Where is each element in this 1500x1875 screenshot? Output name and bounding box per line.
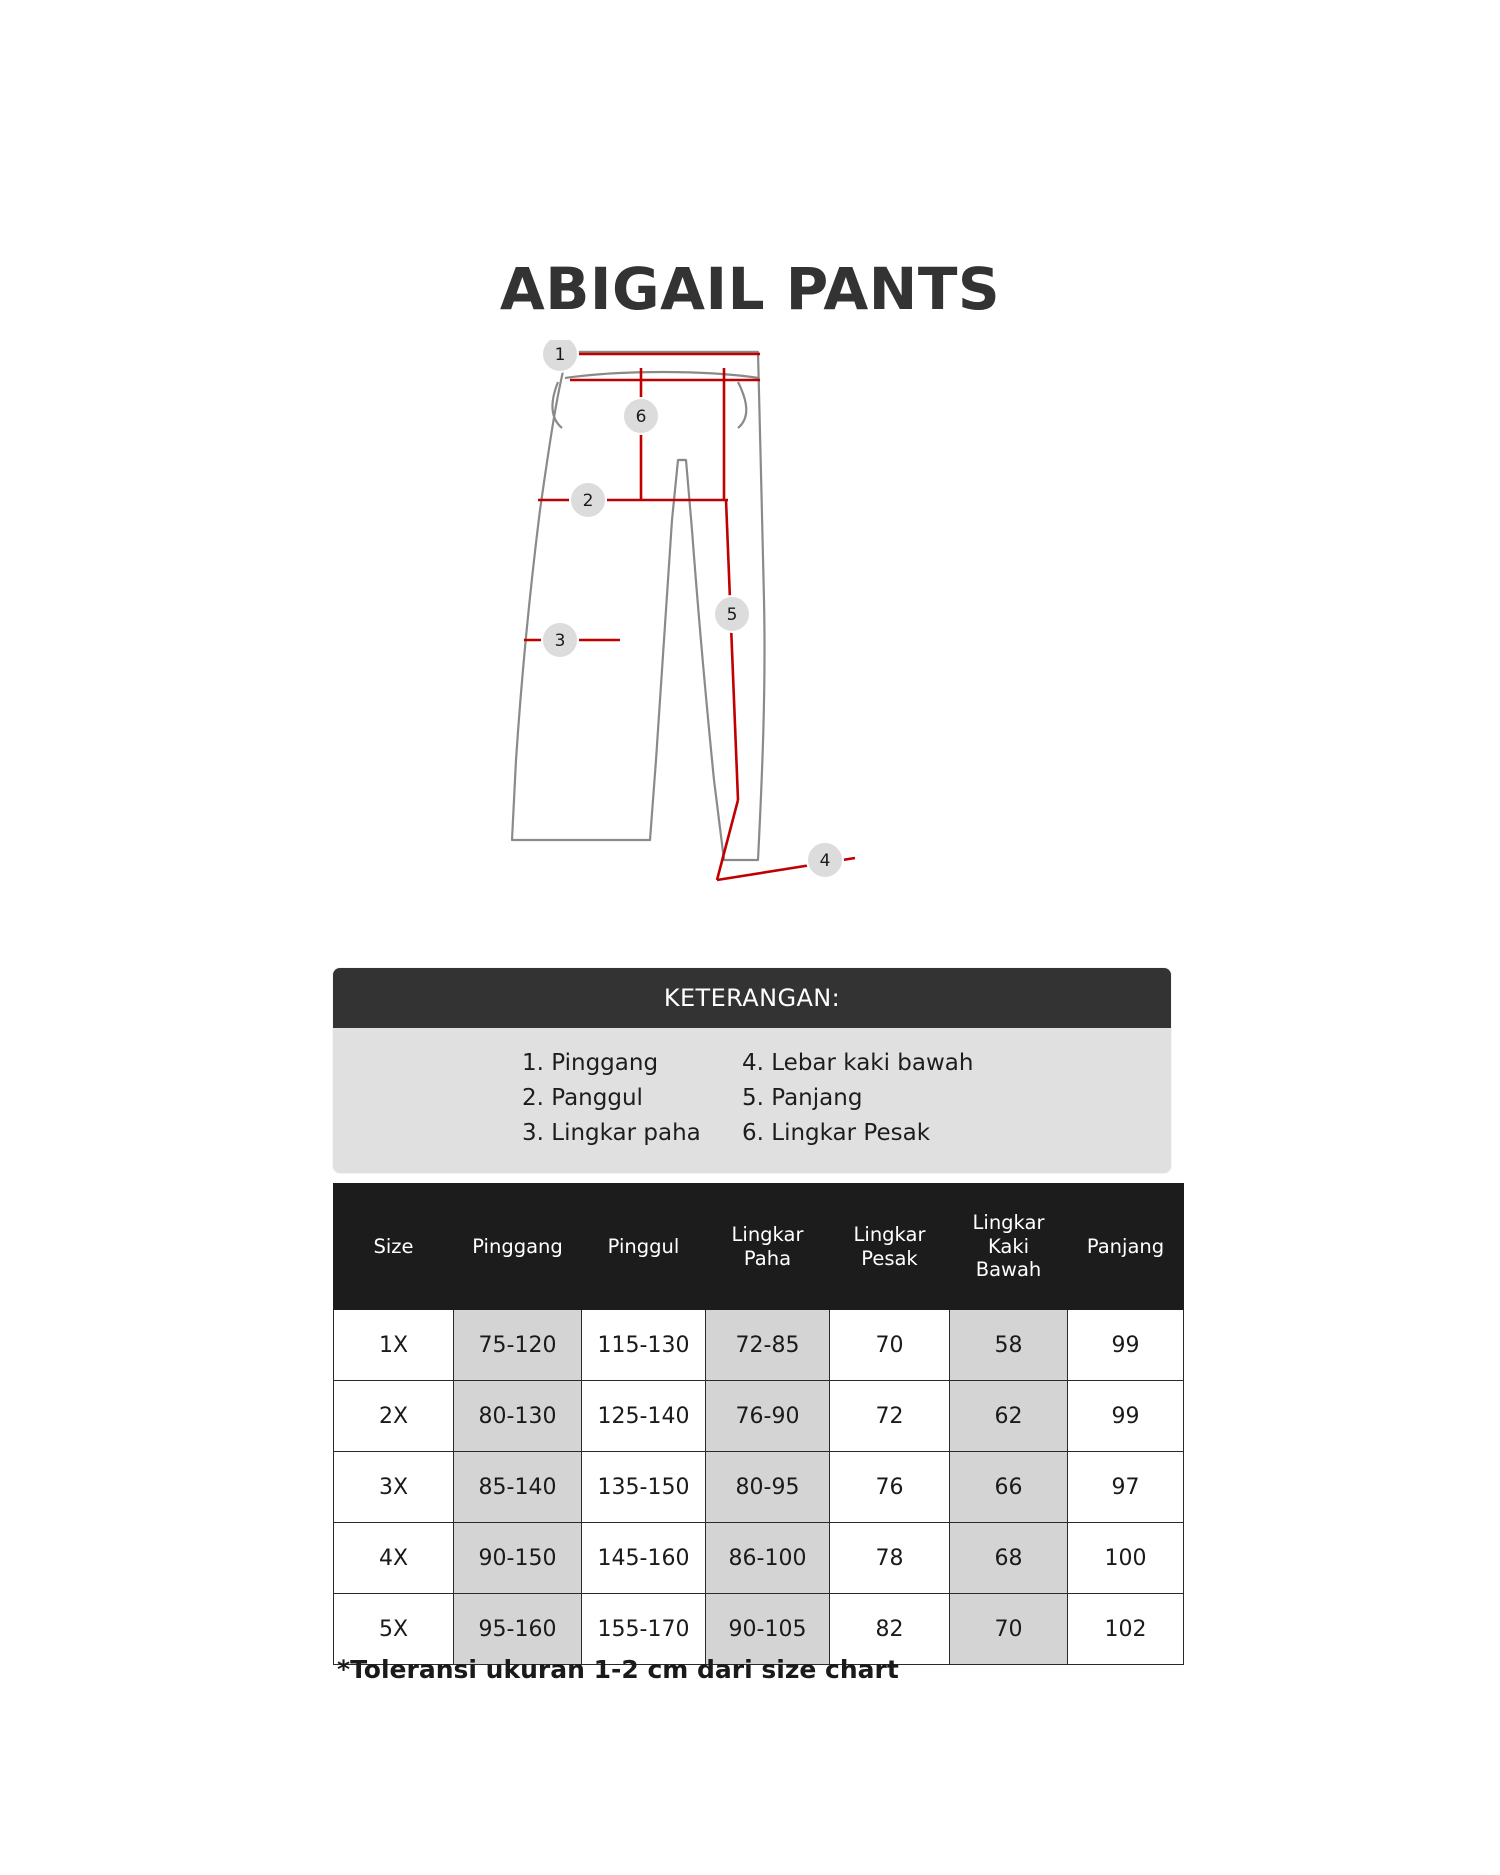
legend-item-4: 4. Lebar kaki bawah — [742, 1050, 974, 1076]
column-header-pinggul: Pinggul — [582, 1184, 706, 1310]
svg-text:1: 1 — [554, 345, 566, 365]
column-header-pinggang: Pinggang — [454, 1184, 582, 1310]
cell-lingkar-pesak: 76 — [830, 1452, 950, 1523]
cell-pinggang: 80-130 — [454, 1381, 582, 1452]
cell-lingkar-pesak: 72 — [830, 1381, 950, 1452]
cell-lingkar-kaki-bawah: 70 — [950, 1594, 1068, 1665]
cell-pinggang: 90-150 — [454, 1523, 582, 1594]
size-chart-table-wrapper — [333, 1183, 1171, 1665]
table-row — [334, 1310, 1184, 1381]
page-title: ABIGAIL PANTS — [499, 255, 1001, 323]
measure-line-5 — [726, 500, 738, 800]
cell-lingkar-kaki-bawah: 66 — [950, 1452, 1068, 1523]
cell-pinggul: 155-170 — [582, 1594, 706, 1665]
cell-pinggang: 95-160 — [454, 1594, 582, 1665]
cell-lingkar-kaki-bawah: 62 — [950, 1381, 1068, 1452]
callout-6 — [623, 398, 659, 434]
tolerance-note: *Toleransi ukuran 1-2 cm dari size chart — [337, 1655, 899, 1684]
legend-item-3: 3. Lingkar paha — [522, 1119, 701, 1146]
table-row — [334, 1594, 1184, 1665]
legend-item-6: 6. Lingkar Pesak — [742, 1119, 931, 1146]
cell-lingkar-paha: 90-105 — [706, 1594, 830, 1665]
cell-lingkar-pesak: 70 — [830, 1310, 950, 1381]
cell-pinggul: 115-130 — [582, 1310, 706, 1381]
cell-pinggul: 135-150 — [582, 1452, 706, 1523]
svg-text:3: 3 — [554, 631, 566, 651]
cell-size: 4X — [334, 1523, 454, 1594]
callout-4 — [807, 842, 843, 878]
cell-pinggul: 145-160 — [582, 1523, 706, 1594]
svg-text:4: 4 — [819, 851, 831, 871]
legend-item-1: 1. Pinggang — [522, 1050, 659, 1076]
column-header-lingkar-paha: Lingkar Paha — [706, 1184, 830, 1310]
callout-2 — [570, 482, 606, 518]
legend-title: KETERANGAN: — [333, 968, 1171, 1028]
cell-size: 5X — [334, 1594, 454, 1665]
cell-lingkar-pesak: 78 — [830, 1523, 950, 1594]
table-row — [334, 1523, 1184, 1594]
cell-size: 2X — [334, 1381, 454, 1452]
svg-text:5: 5 — [726, 605, 738, 625]
cell-lingkar-paha: 86-100 — [706, 1523, 830, 1594]
legend-item-5: 5. Panjang — [742, 1084, 863, 1111]
cell-lingkar-pesak: 82 — [830, 1594, 950, 1665]
cell-lingkar-paha: 76-90 — [706, 1381, 830, 1452]
legend-body — [333, 1028, 1171, 1173]
cell-lingkar-paha: 80-95 — [706, 1452, 830, 1523]
cell-lingkar-paha: 72-85 — [706, 1310, 830, 1381]
cell-panjang: 97 — [1068, 1452, 1184, 1523]
table-header-row — [334, 1184, 1184, 1310]
svg-text:6: 6 — [635, 407, 647, 427]
size-chart-table — [333, 1183, 1184, 1665]
column-header-panjang: Panjang — [1068, 1184, 1184, 1310]
callout-1 — [542, 340, 578, 372]
table-row — [334, 1452, 1184, 1523]
legend-panel — [333, 968, 1171, 1173]
cell-panjang: 102 — [1068, 1594, 1184, 1665]
legend-column-left — [522, 1046, 742, 1151]
column-header-lingkar-pesak: Lingkar Pesak — [830, 1184, 950, 1310]
cell-pinggang: 75-120 — [454, 1310, 582, 1381]
column-header-size: Size — [334, 1184, 454, 1310]
cell-panjang: 99 — [1068, 1310, 1184, 1381]
cell-lingkar-kaki-bawah: 68 — [950, 1523, 1068, 1594]
cell-pinggang: 85-140 — [454, 1452, 582, 1523]
legend-item-2: 2. Panggul — [522, 1084, 643, 1111]
callout-5 — [714, 596, 750, 632]
cell-size: 3X — [334, 1452, 454, 1523]
measure-line-5b — [717, 800, 738, 880]
cell-pinggul: 125-140 — [582, 1381, 706, 1452]
callout-3 — [542, 622, 578, 658]
cell-panjang: 100 — [1068, 1523, 1184, 1594]
cell-lingkar-kaki-bawah: 58 — [950, 1310, 1068, 1381]
svg-text:2: 2 — [582, 491, 594, 511]
pants-measurement-diagram — [510, 340, 1010, 950]
legend-column-right — [742, 1046, 982, 1151]
cell-size: 1X — [334, 1310, 454, 1381]
table-row — [334, 1381, 1184, 1452]
column-header-lingkar-kaki-bawah: Lingkar Kaki Bawah — [950, 1184, 1068, 1310]
cell-panjang: 99 — [1068, 1381, 1184, 1452]
